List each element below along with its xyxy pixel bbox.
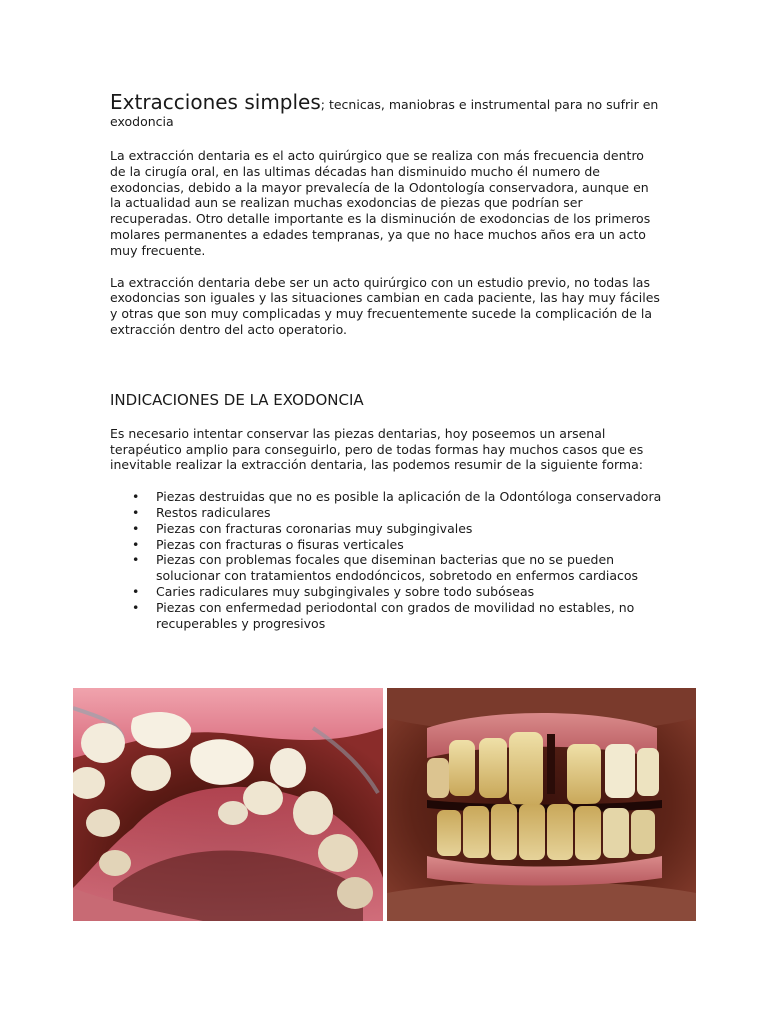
- list-item: [110, 584, 662, 600]
- list-item: [110, 521, 662, 537]
- bullet-icon: •: [132, 504, 140, 520]
- crowded-teeth-photo: [73, 688, 383, 921]
- list-item-text: Piezas con fracturas o fisuras verticales: [156, 536, 404, 552]
- periodontal-teeth-photo: [387, 688, 696, 921]
- paragraph-intro: La extracción dentaria es el acto quirúrgico que se realiza con más frecuencia dentro de la cirugía oral, en las ultimas décadas han disminuido mucho él numero de exodoncias, debido a la mayor prevalecía de la Odontología conservadora, aunque en la actualidad aun se realizan muchas exodoncias de piezas que podrían ser recuperadas. Otro detalle importante es la disminución de exodoncias de los primeros molares permanentes a edades tempranas, ya que no hace muchos años era un acto muy frecuente.: [110, 148, 651, 258]
- list-item-text: Piezas destruidas que no es posible la aplicación de la Odontóloga conservadora: [156, 489, 662, 505]
- indications-list: [110, 489, 662, 631]
- paragraph-indications: Es necesario intentar conservar las piezas dentarias, hoy poseemos un arsenal terapéutico amplio para conseguirlo, pero de todas formas hay muchos casos que es inevitable realizar la extracción dentaria, las podemos resumir de la siguiente forma:: [110, 425, 644, 473]
- bullet-icon: •: [132, 552, 140, 568]
- list-item: [110, 600, 662, 632]
- list-item-text: Piezas con fracturas coronarias muy subgingivales: [156, 520, 473, 536]
- title-subtitle: ; tecnicas, maniobras e instrumental para no sufrir en exodoncia: [110, 97, 659, 129]
- document-title: [110, 90, 662, 130]
- list-item-text: Piezas con problemas focales que diseminan bacterias que no se pueden solucionar con tratamientos endodóncicos, sobretodo en enfermos cardiacos: [156, 552, 639, 584]
- list-item-text: Restos radiculares: [156, 504, 271, 520]
- list-item-text: Piezas con enfermedad periodontal con grados de movilidad no estables, no recuperables y progresivos: [156, 599, 635, 631]
- bullet-icon: •: [132, 489, 140, 505]
- bullet-icon: •: [132, 599, 140, 615]
- section-heading: INDICACIONES DE LA EXODONCIA: [110, 390, 364, 409]
- list-item: [110, 489, 662, 505]
- crowded-teeth-illustration: [73, 688, 383, 921]
- paragraph-study: La extracción dentaria debe ser un acto quirúrgico con un estudio previo, no todas las exodoncias son iguales y las situaciones cambian en cada paciente, las hay muy fáciles y otras que son muy complicadas y muy frecuentemente sucede la complicación de la extracción dentro del acto operatorio.: [110, 274, 660, 337]
- list-item: [110, 552, 662, 584]
- photo-strip: [73, 688, 696, 921]
- bullet-icon: •: [132, 520, 140, 536]
- bullet-icon: •: [132, 583, 140, 599]
- list-item-text: Caries radiculares muy subgingivales y sobre todo subóseas: [156, 583, 535, 599]
- title-main: Extracciones simples: [110, 90, 321, 114]
- list-item: [110, 505, 662, 521]
- periodontal-teeth-illustration: [387, 688, 696, 921]
- bullet-icon: •: [132, 536, 140, 552]
- document-body: [110, 90, 662, 631]
- list-item: [110, 537, 662, 553]
